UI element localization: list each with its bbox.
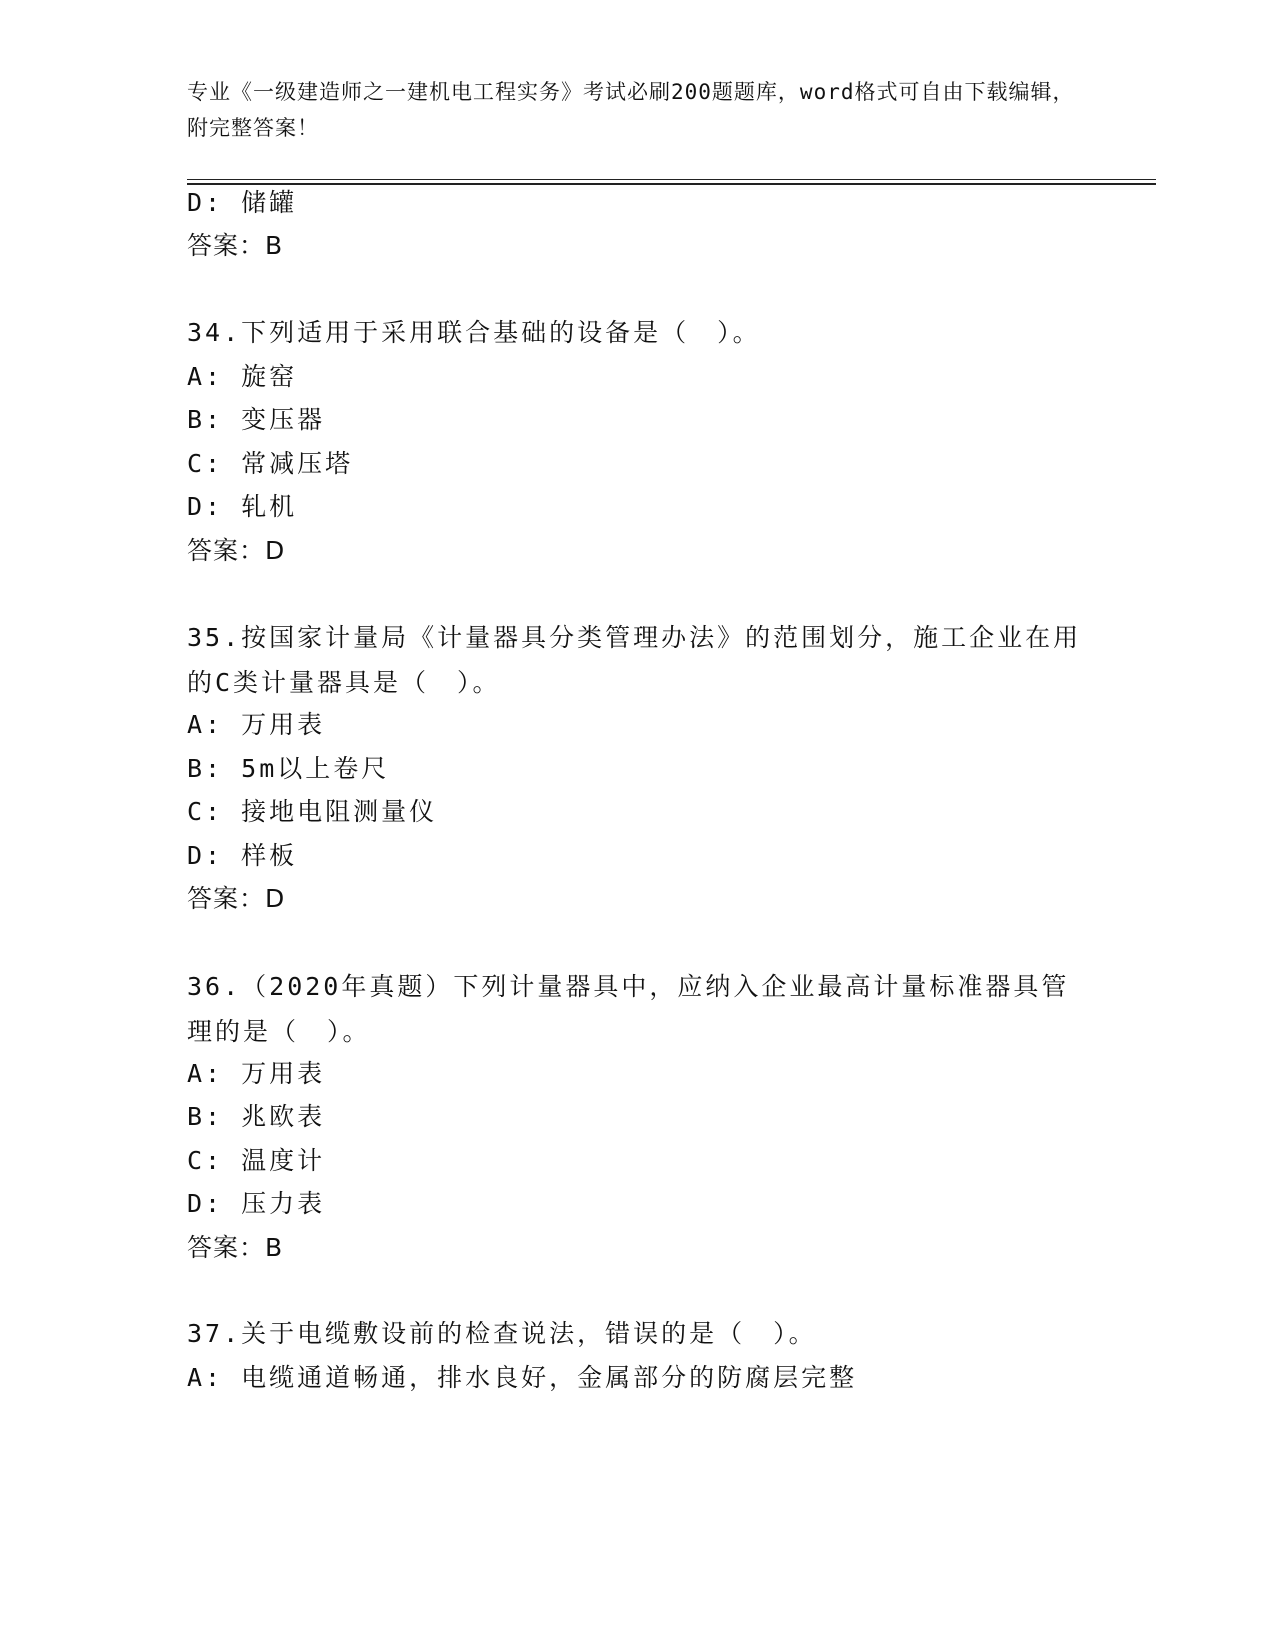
q35-answer: 答案：D: [187, 884, 286, 913]
q35-option-b: B: 5m以上卷尺: [187, 754, 390, 783]
q36-answer: 答案：B: [187, 1233, 284, 1262]
q34-option-b: B: 变压器: [187, 405, 326, 434]
q34-answer: 答案：D: [187, 536, 286, 565]
q36-option-b: B: 兆欧表: [187, 1102, 326, 1131]
header-divider-thin: [187, 179, 1156, 180]
q36-option-d: D: 压力表: [187, 1189, 326, 1218]
q34-option-c: C: 常减压塔: [187, 449, 354, 478]
q35-option-a: A: 万用表: [187, 710, 326, 739]
q35-option-d: D: 样板: [187, 841, 298, 870]
q36-option-a: A: 万用表: [187, 1059, 326, 1088]
q35-option-c: C: 接地电阻测量仪: [187, 797, 438, 826]
q36-option-c: C: 温度计: [187, 1146, 326, 1175]
q33-answer: 答案：B: [187, 231, 284, 260]
q33-option-d: D: 储罐: [187, 188, 298, 217]
header-divider-thick: [187, 183, 1156, 185]
q34-option-d: D: 轧机: [187, 492, 298, 521]
q34-stem: 34.下列适用于采用联合基础的设备是（ ）。: [187, 318, 761, 347]
q34-option-a: A: 旋窑: [187, 362, 298, 391]
q37-option-a: A: 电缆通道畅通，排水良好，金属部分的防腐层完整: [187, 1363, 858, 1392]
q36-stem: 36.（2020年真题）下列计量器具中，应纳入企业最高计量标准器具管理的是（ ）。: [187, 972, 1070, 1046]
document-header: 专业《一级建造师之一建机电工程实务》考试必刷200题题库，word格式可自由下载编辑，附完整答案！: [187, 80, 1075, 140]
q35-stem: 35.按国家计量局《计量器具分类管理办法》的范围划分，施工企业在用的C类计量器具是（ ）。: [187, 623, 1082, 697]
q37-stem: 37.关于电缆敷设前的检查说法，错误的是（ ）。: [187, 1319, 817, 1348]
